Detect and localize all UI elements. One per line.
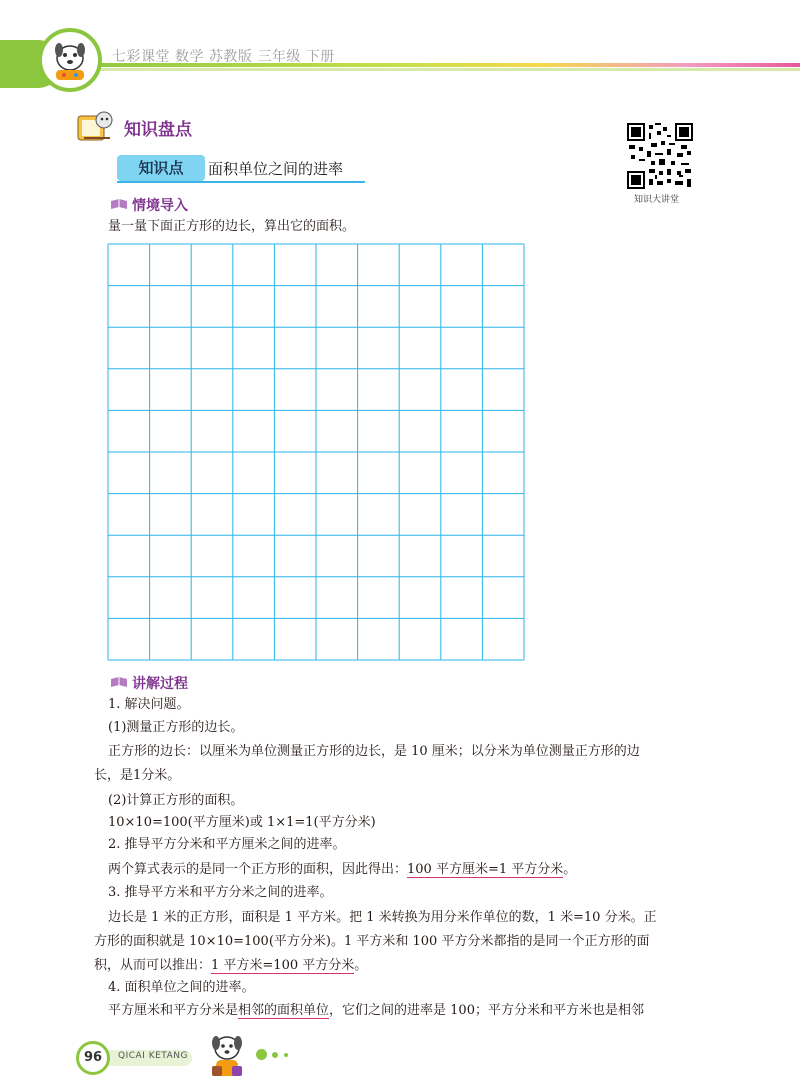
paragraph-line bbox=[108, 1001, 644, 1021]
book-mascot-icon bbox=[76, 108, 114, 144]
text-run: 积，从而可以推出： bbox=[94, 958, 212, 973]
intro-prompt: 量一量下面正方形的边长，算出它的面积。 bbox=[108, 219, 356, 234]
step-4: 4. 面积单位之间的进率。 bbox=[108, 980, 255, 995]
pencil-book-icon bbox=[110, 198, 128, 210]
text-run: 。 bbox=[354, 958, 368, 973]
paragraph-line: 边长是 1 米的正方形，面积是 1 平方米。把 1 米转换为用分米作单位的数，1 米=10 分米。正 bbox=[108, 910, 657, 925]
step-1-1: (1)测量正方形的边长。 bbox=[108, 720, 244, 735]
knowledge-point-title: 面积单位之间的进率 bbox=[208, 160, 344, 178]
qr-code[interactable] bbox=[627, 123, 693, 189]
decor-dot bbox=[272, 1052, 278, 1058]
key-conclusion: 100 平方厘米=1 平方分米 bbox=[407, 862, 564, 877]
page-number: 96 bbox=[76, 1041, 110, 1075]
text-run: ，它们之间的进率是 100；平方分米和平方米也是相邻 bbox=[329, 1003, 644, 1018]
measurement-grid bbox=[107, 243, 525, 661]
step-1-2: (2)计算正方形的面积。 bbox=[108, 793, 244, 808]
step-3: 3. 推导平方米和平方分米之间的进率。 bbox=[108, 885, 333, 900]
explain-heading: 讲解过程 bbox=[132, 676, 188, 692]
section-title: 知识盘点 bbox=[124, 120, 192, 140]
knowledge-point-underline bbox=[117, 181, 365, 183]
footer-brand: QICAI KETANG bbox=[118, 1051, 188, 1061]
paragraph-line: 正方形的边长：以厘米为单位测量正方形的边长，是 10 厘米；以分米为单位测量正方形的边 bbox=[108, 744, 640, 759]
decor-dot bbox=[256, 1049, 267, 1060]
key-conclusion: 1 平方米=100 平方分米 bbox=[211, 958, 355, 973]
paragraph-line bbox=[94, 956, 367, 976]
mascot-icon bbox=[202, 1030, 252, 1084]
qr-caption: 知识大讲堂 bbox=[634, 195, 680, 205]
paragraph-line: 方形的面积就是 10×10=100(平方分米)。1 平方米和 100 平方分米都指的是同一个正方形的面 bbox=[94, 934, 650, 949]
knowledge-point-tag: 知识点 bbox=[117, 155, 205, 181]
paragraph-line: 长，是1分米。 bbox=[94, 768, 181, 783]
mascot-logo bbox=[38, 28, 102, 92]
header-title: 七彩课堂 数学 苏教版 三年级 下册 bbox=[112, 49, 335, 65]
step-2: 2. 推导平方分米和平方厘米之间的进率。 bbox=[108, 837, 346, 852]
text-run: 平方厘米和平方分米是 bbox=[108, 1003, 239, 1018]
key-term: 相邻的面积单位 bbox=[238, 1003, 330, 1018]
step-1: 1. 解决问题。 bbox=[108, 697, 190, 712]
paragraph-line bbox=[108, 860, 576, 880]
pencil-book-icon bbox=[110, 676, 128, 688]
text-run: 。 bbox=[563, 862, 577, 877]
intro-heading: 情境导入 bbox=[132, 198, 188, 214]
header-stripe-light bbox=[60, 68, 800, 71]
formula-line: 10×10=100(平方厘米)或 1×1=1(平方分米) bbox=[108, 815, 376, 830]
text-run: 两个算式表示的是同一个正方形的面积，因此得出： bbox=[108, 862, 408, 877]
decor-dot bbox=[284, 1053, 288, 1057]
